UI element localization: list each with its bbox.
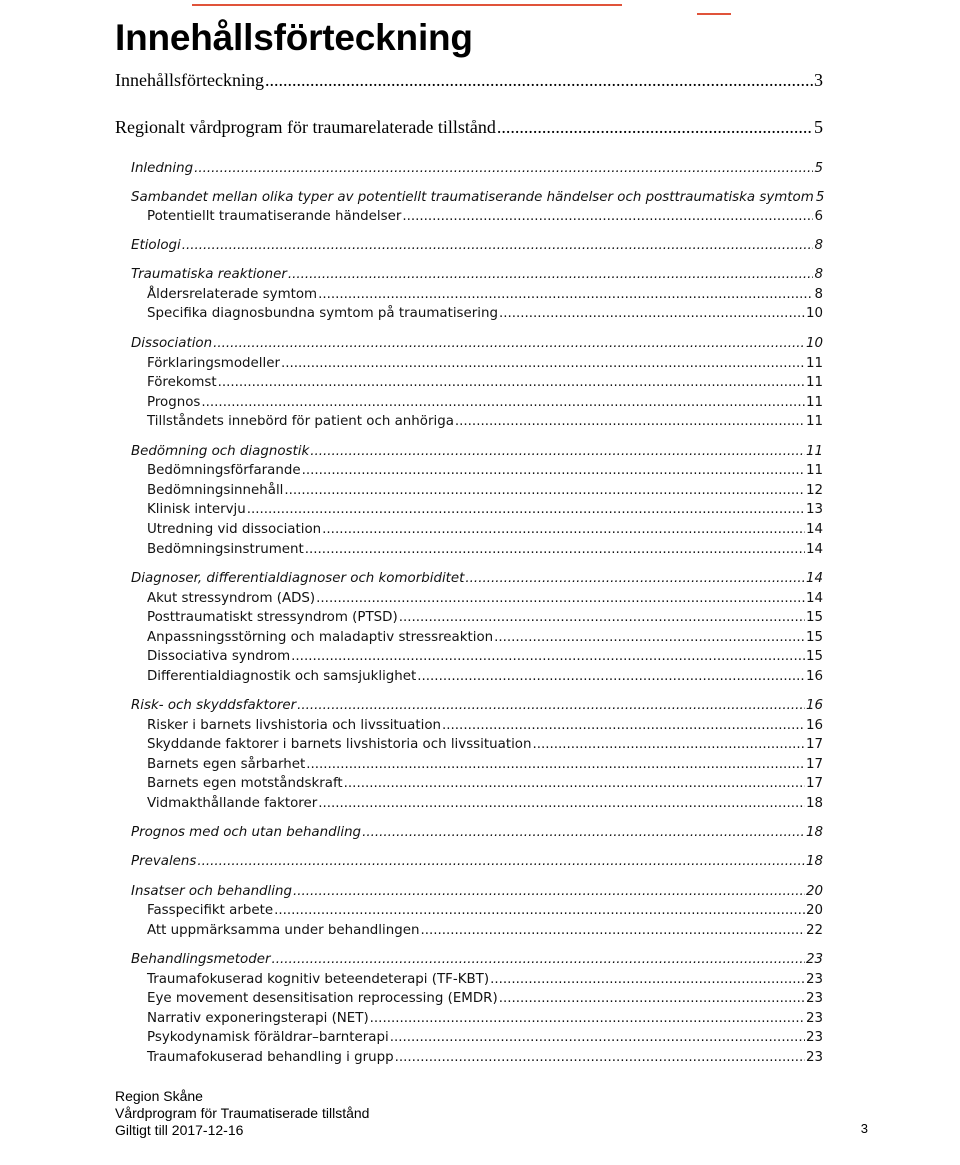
toc-entry-label: Traumatiska reaktioner <box>131 267 287 282</box>
toc-entry-page: 10 <box>805 336 823 351</box>
toc-leader-dots <box>213 336 805 351</box>
toc-entry-page: 15 <box>805 649 823 664</box>
toc-entry[interactable] <box>131 267 823 282</box>
toc-entry[interactable] <box>147 610 823 625</box>
toc-entry-page: 14 <box>805 571 823 586</box>
toc-leader-dots <box>532 737 804 752</box>
toc-entry-page: 10 <box>805 306 823 321</box>
toc-entry-page: 11 <box>805 414 823 429</box>
toc-entry-page: 14 <box>805 522 823 537</box>
toc-entry[interactable] <box>147 375 823 390</box>
toc-leader-dots <box>370 1011 805 1026</box>
footer-org: Region Skåne <box>115 1088 203 1104</box>
toc-entry[interactable] <box>147 718 823 733</box>
toc-leader-dots <box>399 610 805 625</box>
toc-leader-dots <box>306 757 805 772</box>
toc-entry-page: 17 <box>805 776 823 791</box>
toc-entry-page: 18 <box>805 854 823 869</box>
toc-leader-dots <box>318 796 805 811</box>
toc-entry[interactable] <box>147 209 823 224</box>
toc-leader-dots <box>288 267 814 282</box>
toc-entry-label: Traumafokuserad kognitiv beteendeterapi (TF-KBT) <box>147 972 490 987</box>
toc-leader-dots <box>305 542 805 557</box>
toc-entry-page: 23 <box>805 991 823 1006</box>
toc-leader-dots <box>218 375 805 390</box>
page-number: 3 <box>860 1121 868 1136</box>
toc-leader-dots <box>442 718 805 733</box>
toc-leader-dots <box>284 483 805 498</box>
toc-entry-label: Bedömningsinnehåll <box>147 483 284 498</box>
toc-entry-page: 8 <box>814 267 823 282</box>
toc-entry[interactable] <box>147 483 823 498</box>
toc-entry-page: 18 <box>805 825 823 840</box>
toc-leader-dots <box>247 502 805 517</box>
toc-entry[interactable] <box>147 1050 823 1065</box>
toc-entry-page: 6 <box>814 209 823 224</box>
toc-entry[interactable] <box>147 287 823 302</box>
toc-entry-page: 5 <box>814 117 823 137</box>
toc-entry-page: 16 <box>805 718 823 733</box>
toc-entry-page: 23 <box>805 1011 823 1026</box>
toc-entry-page: 14 <box>805 591 823 606</box>
footer-document-title: Vårdprogram för Traumatiserade tillstånd <box>115 1105 370 1121</box>
toc-entry-label: Sambandet mellan olika typer av potentiellt traumatiserande händelser och posttraumatiska symtom <box>131 190 814 205</box>
toc-entry-page: 5 <box>815 190 825 205</box>
toc-entry-page: 20 <box>805 884 823 899</box>
toc-entry-label: Risker i barnets livshistoria och livssituation <box>147 718 442 733</box>
toc-entry[interactable] <box>147 502 823 517</box>
toc-entry-page: 23 <box>805 1030 823 1045</box>
toc-entry[interactable] <box>147 356 823 371</box>
toc-leader-dots <box>322 522 805 537</box>
toc-entry-label: Klinisk intervju <box>147 502 246 517</box>
toc-entry-page: 15 <box>805 630 823 645</box>
toc-entry-page: 18 <box>805 796 823 811</box>
toc-leader-dots <box>310 444 805 459</box>
toc-entry[interactable] <box>131 952 823 967</box>
toc-entry-label: Utredning vid dissociation <box>147 522 322 537</box>
toc-entry-page: 3 <box>814 70 823 90</box>
toc-entry-label: Förekomst <box>147 375 217 390</box>
toc-entry[interactable] <box>147 395 823 410</box>
toc-entry-page: 11 <box>805 375 823 390</box>
toc-entry[interactable] <box>131 336 823 351</box>
toc-entry-label: Skyddande faktorer i barnets livshistoria och livssituation <box>147 737 532 752</box>
toc-entry-page: 20 <box>805 903 823 918</box>
toc-entry-page: 14 <box>805 542 823 557</box>
toc-entry-page: 15 <box>805 610 823 625</box>
toc-entry-page: 23 <box>805 972 823 987</box>
toc-leader-dots <box>395 1050 805 1065</box>
page-title: Innehållsförteckning <box>115 17 473 58</box>
toc-leader-dots <box>420 923 804 938</box>
toc-entry-label: Narrativ exponeringsterapi (NET) <box>147 1011 369 1026</box>
toc-entry-label: Traumafokuserad behandling i grupp <box>147 1050 394 1065</box>
toc-leader-dots <box>293 884 805 899</box>
toc-entry-label: Psykodynamisk föräldrar–barnterapi <box>147 1030 389 1045</box>
toc-entry-label: Akut stressyndrom (ADS) <box>147 591 316 606</box>
toc-entry-page: 12 <box>805 483 823 498</box>
toc-entry[interactable] <box>115 117 823 138</box>
toc-entry-page: 16 <box>805 669 823 684</box>
toc-leader-dots <box>281 356 805 371</box>
toc-entry-label: Inledning <box>131 161 194 176</box>
toc-leader-dots <box>265 70 813 91</box>
toc-entry[interactable] <box>147 591 823 606</box>
toc-leader-dots <box>182 238 814 253</box>
toc-entry-label: Bedömningsförfarande <box>147 463 301 478</box>
toc-entry-label: Bedömningsinstrument <box>147 542 304 557</box>
toc-entry[interactable] <box>131 825 823 840</box>
toc-entry-page: 5 <box>814 161 823 176</box>
toc-entry[interactable] <box>131 884 823 899</box>
toc-leader-dots <box>362 825 805 840</box>
toc-entry-label: Risk- och skyddsfaktorer <box>131 698 297 713</box>
toc-entry-page: 8 <box>814 238 823 253</box>
toc-entry-label: Diagnoser, differentialdiagnoser och komorbiditet <box>131 571 465 586</box>
toc-entry[interactable] <box>147 1011 823 1026</box>
toc-entry-label: Anpassningsstörning och maladaptiv stressreaktion <box>147 630 494 645</box>
toc-entry[interactable] <box>147 991 823 1006</box>
toc-entry-label: Etiologi <box>131 238 181 253</box>
toc-entry[interactable] <box>147 522 823 537</box>
toc-entry-label: Dissociativa syndrom <box>147 649 291 664</box>
toc-entry-label: Tillståndets innebörd för patient och anhöriga <box>147 414 454 429</box>
toc-entry-label: Att uppmärksamma under behandlingen <box>147 923 420 938</box>
toc-entry-label: Barnets egen sårbarhet <box>147 757 306 772</box>
toc-entry[interactable] <box>147 542 823 557</box>
toc-leader-dots <box>499 306 805 321</box>
toc-entry-label: Specifika diagnosbundna symtom på traumatisering <box>147 306 498 321</box>
toc-leader-dots <box>201 395 805 410</box>
toc-entry-label: Förklaringsmodeller <box>147 356 280 371</box>
toc-entry[interactable] <box>147 923 823 938</box>
toc-entry[interactable] <box>115 70 823 91</box>
toc-entry[interactable] <box>147 630 823 645</box>
toc-leader-dots <box>499 991 805 1006</box>
toc-leader-dots <box>197 854 805 869</box>
toc-leader-dots <box>271 952 804 967</box>
toc-entry-page: 16 <box>805 698 823 713</box>
toc-entry[interactable] <box>131 238 823 253</box>
toc-leader-dots <box>297 698 805 713</box>
toc-entry-label: Vidmakthållande faktorer <box>147 796 318 811</box>
toc-entry[interactable] <box>131 571 823 586</box>
toc-entry[interactable] <box>147 463 823 478</box>
toc-entry-label: Fasspecifikt arbete <box>147 903 274 918</box>
toc-entry-label: Bedömning och diagnostik <box>131 444 310 459</box>
toc-entry-label: Eye movement desensitisation reprocessing (EMDR) <box>147 991 498 1006</box>
toc-entry-page: 23 <box>805 952 823 967</box>
toc-entry-label: Dissociation <box>131 336 213 351</box>
toc-entry-label: Insatser och behandling <box>131 884 292 899</box>
toc-entry[interactable] <box>131 444 823 459</box>
toc-leader-dots <box>494 630 805 645</box>
toc-entry-label: Åldersrelaterade symtom <box>147 287 318 302</box>
toc-entry[interactable] <box>131 190 823 205</box>
toc-entry-label: Prognos <box>147 395 201 410</box>
toc-leader-dots <box>318 287 813 302</box>
footer-valid-until: Giltigt till 2017-12-16 <box>115 1122 244 1138</box>
toc-leader-dots <box>465 571 805 586</box>
toc-entry-page: 13 <box>805 502 823 517</box>
toc-entry[interactable] <box>147 796 823 811</box>
toc-entry[interactable] <box>147 903 823 918</box>
toc-entry[interactable] <box>147 757 823 772</box>
toc-entry-page: 17 <box>805 737 823 752</box>
toc-leader-dots <box>417 669 805 684</box>
toc-entry-label: Prognos med och utan behandling <box>131 825 362 840</box>
toc-leader-dots <box>455 414 805 429</box>
toc-leader-dots <box>490 972 805 987</box>
toc-entry-page: 11 <box>805 463 823 478</box>
toc-entry-label: Innehållsförteckning <box>115 70 264 90</box>
toc-entry-label: Behandlingsmetoder <box>131 952 271 967</box>
toc-leader-dots <box>274 903 805 918</box>
toc-entry[interactable] <box>147 972 823 987</box>
toc-entry-label: Prevalens <box>131 854 197 869</box>
toc-leader-dots <box>402 209 813 224</box>
toc-leader-dots <box>194 161 813 176</box>
toc-entry-page: 11 <box>805 356 823 371</box>
toc-entry[interactable] <box>147 306 823 321</box>
toc-entry[interactable] <box>131 161 823 176</box>
toc-entry-label: Potentiellt traumatiserande händelser <box>147 209 402 224</box>
toc-entry-page: 11 <box>805 395 823 410</box>
toc-entry-label: Barnets egen motståndskraft <box>147 776 343 791</box>
toc-leader-dots <box>390 1030 805 1045</box>
toc-entry[interactable] <box>131 854 823 869</box>
toc-entry[interactable] <box>147 776 823 791</box>
toc-entry-page: 11 <box>805 444 823 459</box>
toc-entry-page: 17 <box>805 757 823 772</box>
toc-leader-dots <box>316 591 805 606</box>
toc-leader-dots <box>497 117 813 138</box>
toc-entry-page: 23 <box>805 1050 823 1065</box>
toc-entry-label: Differentialdiagnostik och samsjuklighet <box>147 669 417 684</box>
toc-leader-dots <box>302 463 805 478</box>
toc-entry[interactable] <box>131 698 823 713</box>
toc-entry-label: Posttraumatiskt stressyndrom (PTSD) <box>147 610 398 625</box>
toc-entry-page: 22 <box>805 923 823 938</box>
toc-leader-dots <box>344 776 805 791</box>
toc-leader-dots <box>291 649 805 664</box>
toc-entry-label: Regionalt vårdprogram för traumarelaterade tillstånd <box>115 117 496 137</box>
toc-entry-page: 8 <box>814 287 823 302</box>
toc-entry[interactable] <box>147 414 823 429</box>
toc-entry[interactable] <box>147 737 823 752</box>
toc-entry[interactable] <box>147 669 823 684</box>
toc-entry[interactable] <box>147 649 823 664</box>
toc-entry[interactable] <box>147 1030 823 1045</box>
